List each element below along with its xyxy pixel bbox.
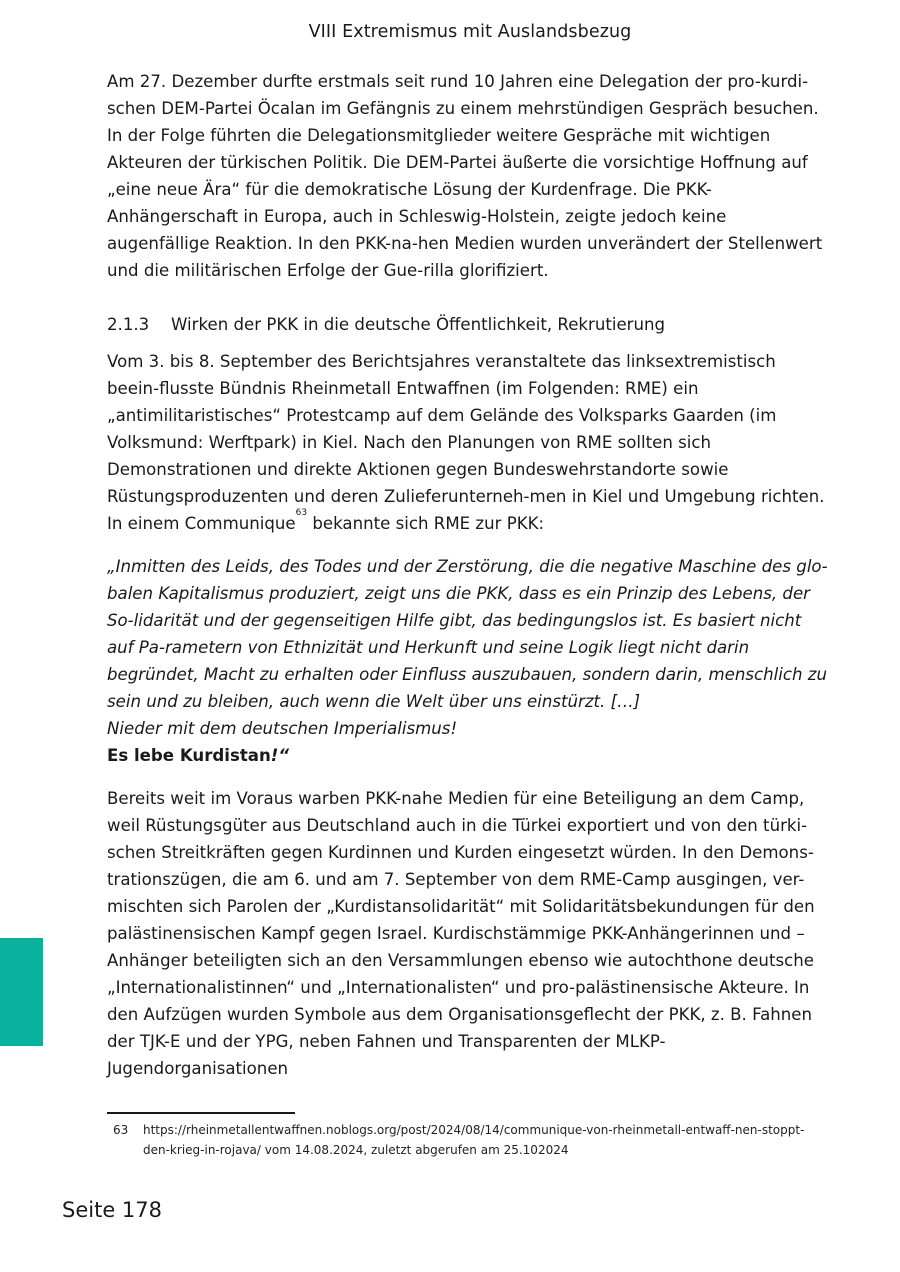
footnote-divider <box>107 1112 295 1114</box>
running-header: VIII Extremismus mit Auslandsbezug <box>308 22 632 42</box>
paragraph-protestcamp <box>107 348 833 537</box>
quote-kurdistan-end: !“ <box>270 746 290 765</box>
paragraph-delegation: Am 27. Dezember durfte erstmals seit rund 10 Jahren eine Delegation der pro-kurdi-schen DEM-Partei Öcalan im Gefängnis zu einem mehrstündigen Gespräch besuchen. In der Folge führten die Delegationsmitglieder weitere Gespräche mit wichtigen Akteuren der türkischen Politik. Die DEM-Partei äußerte die vorsichtige Hoffnung auf „eine neue Ära“ für die demokratische Lösung der Kurdenfrage. Die PKK-Anhängerschaft in Europa, auch in Schleswig-Holstein, zeigte jedoch keine augenfällige Reaktion. In den PKK-na-hen Medien wurden unverändert der Stellenwert und die militärischen Erfolge der Gue-rilla glorifiziert. <box>107 72 823 280</box>
quote-line-imperialism: Nieder mit dem deutschen Imperialismus! <box>107 719 458 738</box>
quote-kurdistan-text: Es lebe Kurdistan <box>107 746 271 765</box>
paragraph-protestcamp-text-end: bekannte sich RME zur PKK: <box>307 514 545 533</box>
footnote-text[interactable]: https://rheinmetallentwaffnen.noblogs.org/post/2024/08/14/communique-von-rheinmetall-entwaff-nen-stoppt-den-krieg-in-rojava/ vom 14.08.2024, zuletzt abgerufen am 25.102024 <box>143 1123 805 1157</box>
footnote <box>113 1120 813 1160</box>
chapter-color-tab <box>0 938 43 1046</box>
paragraph-protestcamp-text: Vom 3. bis 8. September des Berichtsjahres veranstaltete das linksextremistisch beein-flusste Bündnis Rheinmetall Entwaffnen (im Folgenden: RME) ein „antimilitaristisches“ Protestcamp auf dem Gelände des Volksparks Gaarden (im Volksmund: Werftpark) in Kiel. Nach den Planungen von RME sollten sich Demonstrationen und direkte Aktionen gegen Bundeswehrstandorte sowie Rüstungsproduzenten und deren Zulieferunterneh-men in Kiel und Umgebung richten. In einem Communique <box>107 352 825 533</box>
footnote-number: 63 <box>113 1123 129 1137</box>
section-number: 2.1.3 <box>107 315 150 334</box>
quote-body: „Inmitten des Leids, des Todes und der Zerstörung, die die negative Maschine des glo-balen Kapitalismus produziert, zeigt uns die PKK, dass es ein Prinzip des Lebens, der So-lidarität und der gegenseitigen Hilfe gibt, das bedingungslos ist. Es basiert nicht auf Pa-rametern von Ethnizität und Herkunft und seine Logik liegt nicht darin begründet, Macht zu erhalten oder Einfluss auszubauen, sondern darin, menschlich zu sein und zu bleiben, auch wenn die Welt über uns einstürzt. […] <box>107 557 828 711</box>
section-heading <box>107 311 833 338</box>
footnote-reference[interactable]: 63 <box>295 508 308 519</box>
main-content <box>107 68 833 1082</box>
paragraph-demonstrations: Bereits weit im Voraus warben PKK-nahe Medien für eine Beteiligung an dem Camp, weil Rüstungsgüter aus Deutschland auch in die Türkei exportiert und von den türki-schen Streitkräften gegen Kurdinnen und Kurden eingesetzt würden. In den Demons-trationszügen, die am 6. und am 7. September von dem RME-Camp ausgingen, ver-mischten sich Parolen der „Kurdistansolidarität“ mit Solidaritätsbekundungen für den palästinensischen Kampf gegen Israel. Kurdischstämmige PKK-Anhängerinnen und –Anhänger beteiligten sich an den Versammlungen ebenso wie autochthone deutsche „Internationalistinnen“ und „Internationalisten“ und pro-palästinensische Akteure. In den Aufzügen wurden Symbole aus dem Organisationsgeflecht der PKK, z. B. Fahnen der TJK-E und der YPG, neben Fahnen und Transparenten der MLKP-Jugendorganisationen <box>107 789 815 1078</box>
section-title: Wirken der PKK in die deutsche Öffentlichkeit, Rekrutierung <box>171 315 666 334</box>
page-number: Seite 178 <box>62 1198 162 1222</box>
block-quote <box>107 553 833 769</box>
quote-line-kurdistan <box>107 742 833 769</box>
